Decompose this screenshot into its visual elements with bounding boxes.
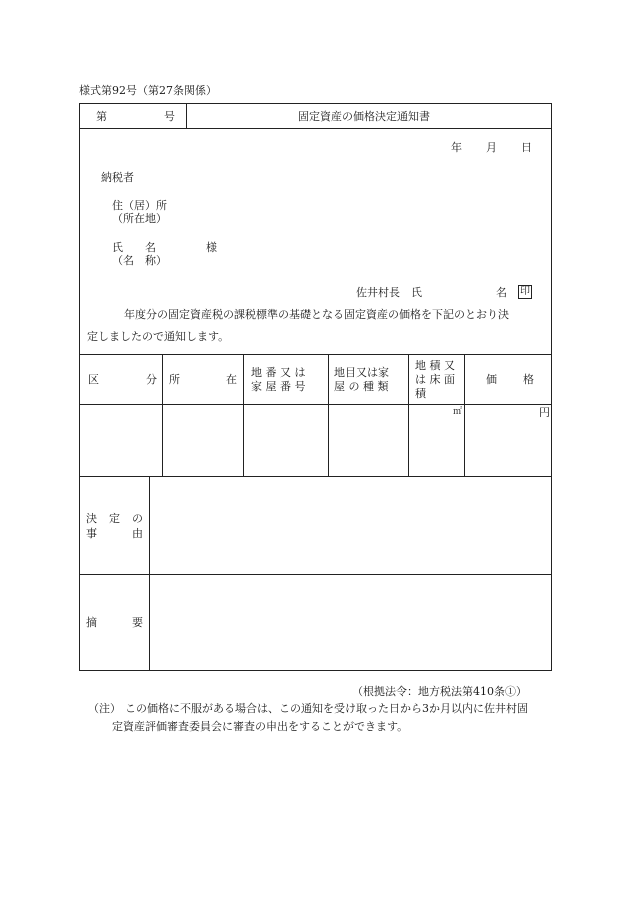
date-month: 月 [486,141,497,154]
col-menseki-2: は 床 面 [415,373,455,386]
divider [80,574,551,575]
name-label-1: 氏 [112,241,123,254]
reason-label-4: 事 [86,527,97,540]
divider [80,128,551,129]
col-shozai-2: 在 [226,373,237,386]
legal-basis: （根拠法令：地方税法第410条①） [352,685,527,698]
divider [464,354,465,476]
name-alt-label-2: 称） [145,254,167,267]
seal-box: 印 [520,286,530,297]
col-kakaku-2: 格 [523,373,534,386]
col-kubun-2: 分 [146,373,157,386]
col-chiban-1: 地 番 又 は [251,366,306,379]
col-shozai-1: 所 [169,373,180,386]
unit-price: 円 [539,406,550,419]
divider [328,354,329,476]
col-chiban-2: 家 屋 番 号 [251,380,306,393]
divider [186,104,187,128]
divider [80,354,551,355]
reason-label-1: 決 [86,512,97,525]
name-honorific: 様 [206,241,217,254]
notice-line-2: 定しましたので通知します。 [87,330,230,343]
address-alt-label: （所在地） [112,212,167,225]
issuer-name: 名 [496,286,507,299]
note-line-2: 定資産評価審査委員会に審査の申出をすることができます。 [112,720,409,733]
address-label: 住（居）所 [112,199,167,212]
col-chimoku-2: 屋 の 種 類 [334,380,389,393]
reason-label-2: 定 [109,512,120,525]
divider [80,476,551,477]
reason-label-5: 由 [132,527,143,540]
number-suffix: 号 [164,110,175,123]
divider [162,354,163,476]
col-kakaku-1: 価 [486,373,497,386]
note-line-1: この価格に不服がある場合は、この通知を受け取った日から3か月以内に佐井村固 [125,702,528,715]
note-label: （注） [88,702,121,715]
col-chimoku-1: 地目又は家 [334,366,389,379]
document-title: 固定資産の価格決定通知書 [298,110,430,123]
taxpayer-label: 納税者 [101,171,134,184]
unit-area: ㎡ [453,407,463,417]
date-year: 年 [451,141,462,154]
col-kubun-1: 区 [88,373,99,386]
divider [80,404,551,405]
date-day: 日 [521,141,532,154]
name-alt-label-1: （名 [112,254,134,267]
reason-label-3: の [132,512,143,525]
divider [408,354,409,476]
form-code: 様式第92号（第27条関係） [79,84,217,97]
divider [149,476,150,671]
name-label-2: 名 [145,241,156,254]
summary-label-2: 要 [132,616,143,629]
summary-label-1: 摘 [86,616,97,629]
col-menseki-3: 積 [415,387,426,400]
number-prefix: 第 [96,110,107,123]
divider [243,354,244,476]
notice-line-1: 年度分の固定資産税の課税標準の基礎となる固定資産の価格を下記のとおり決 [124,308,509,321]
notice-form [79,103,552,671]
issuer-title: 佐井村長 氏 [356,286,422,299]
col-menseki-1: 地 積 又 [415,359,455,372]
